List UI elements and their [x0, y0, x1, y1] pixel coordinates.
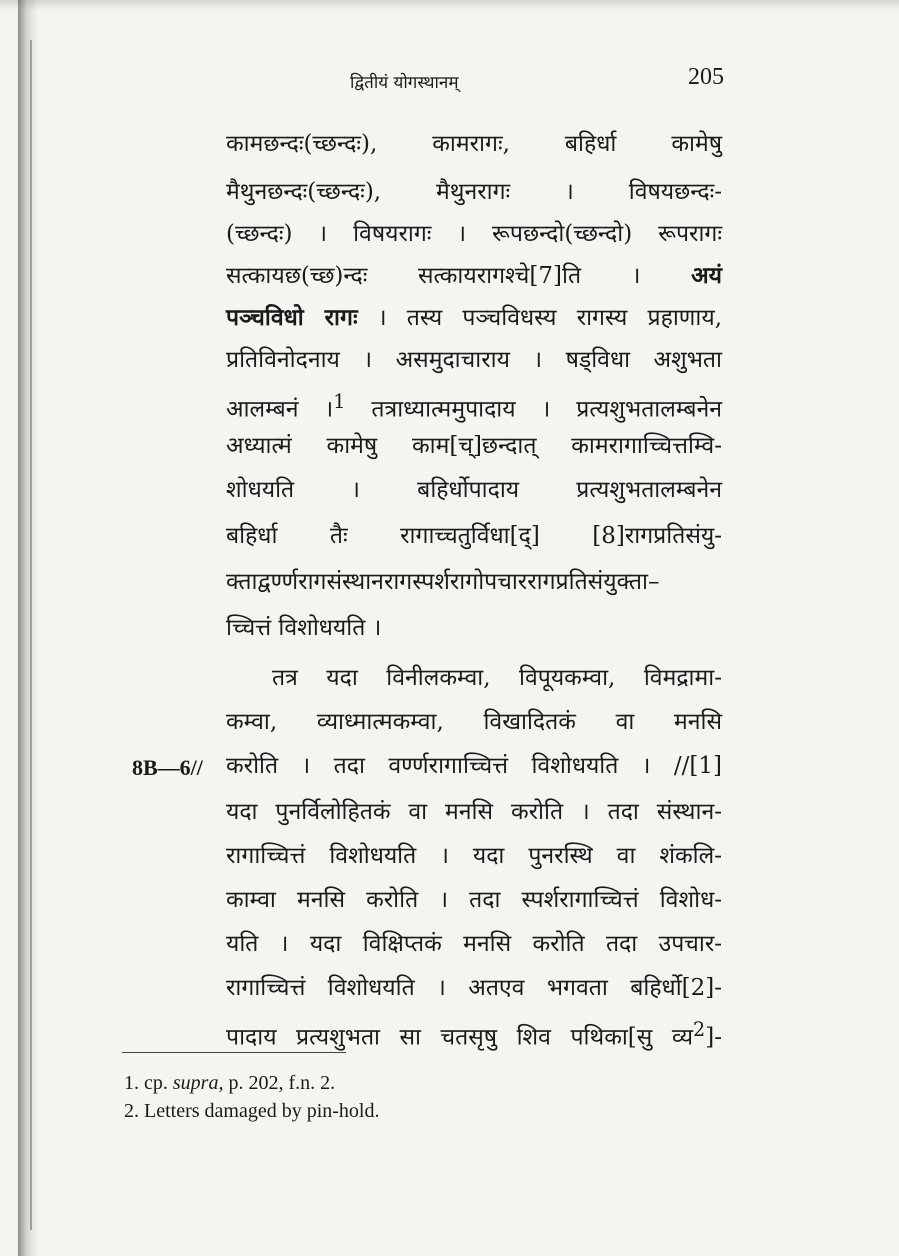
text-line: करोति । तदा वर्ण्णरागाच्चित्तं विशोधयति । //[1]: [226, 753, 722, 779]
text-line: यति । यदा विक्षिप्तकं मनसि करोति तदा उपचार-: [226, 931, 722, 957]
text-segment: आलम्बनं ।: [226, 396, 334, 423]
footnote-text: , p. 202, f.n. 2.: [218, 1072, 336, 1094]
superscript: 2: [693, 1018, 706, 1041]
text-segment: पादाय प्रत्यशुभता सा चतसृषु शिव पथिका[सु व्य: [226, 1024, 694, 1051]
running-head: द्वितीयं योगस्थानम्: [350, 73, 459, 93]
footnote-text: cp.: [144, 1072, 168, 1094]
text-line: [226, 386, 722, 426]
text-line: मैथुनछन्दः(च्छन्दः), मैथुनरागः । विषयछन्दः-: [226, 179, 722, 205]
margin-reference: 8B—6//: [132, 755, 203, 780]
page-top-edge: [0, 0, 899, 10]
page-number: 205: [688, 64, 724, 90]
text-line: काम्वा मनसि करोति । तदा स्पर्शरागाच्चित्तं विशोध-: [226, 887, 722, 913]
text-line: बहिर्धा तैः रागाच्चतुर्विधा[द्] [8]रागप्रतिसंयु-: [226, 523, 722, 549]
text-segment: । तस्य पञ्चविधस्य रागस्य प्रहाणाय,: [377, 305, 723, 331]
text-line: प्रतिविनोदनाय । असमुदाचाराय । षड्विधा अशुभता: [226, 347, 722, 373]
text-line: यदा पुनर्विलोहितकं वा मनसि करोति । तदा संस्थान-: [226, 799, 722, 825]
text-line: अध्यात्मं कामेषु काम[च्]छन्दात् कामरागाच्चित्तम्वि-: [226, 433, 722, 459]
footnote-text: Letters damaged by pin-hold.: [144, 1100, 380, 1122]
text-line: शोधयति । बहिर्धोपादाय प्रत्यशुभतालम्बनेन: [226, 477, 722, 503]
bold-text: अयं: [691, 262, 722, 289]
footnote-marker: 1: [333, 390, 346, 413]
text-segment: ]-: [705, 1024, 722, 1051]
text-line: [226, 302, 722, 334]
text-line: क्ताद्वर्ण्णरागसंस्थानरागस्पर्शरागोपचाररागप्रतिसंयुक्ता–: [226, 569, 660, 595]
bold-text: पञ्चविधो रागः: [226, 304, 358, 331]
text-line: रागाच्चित्तं विशोधयति । अतएव भगवता बहिर्धो[2]-: [226, 975, 722, 1001]
footnote-italic: supra: [172, 1072, 219, 1094]
text-line: [226, 260, 722, 292]
footnote-1: [124, 1070, 335, 1096]
footnote-number: 1.: [124, 1072, 139, 1094]
text-line: कम्वा, व्याध्मात्मकम्वा, विखादितकं वा मनसि: [226, 709, 722, 735]
text-line: तत्र यदा विनीलकम्वा, विपूयकम्वा, विमद्रामा-: [272, 665, 722, 691]
binding-shadow: [18, 0, 38, 1256]
binding-edge: [30, 40, 32, 1230]
text-line: [226, 1014, 722, 1054]
text-line: कामछन्दः(च्छन्दः), कामरागः, बहिर्धा कामेषु: [226, 131, 722, 157]
text-line: (च्छन्दः) । विषयरागः । रूपछन्दो(च्छन्दो) रूपरागः: [226, 221, 722, 247]
text-segment: तत्राध्यात्ममुपादाय । प्रत्यशुभतालम्बनेन: [371, 396, 722, 423]
footnote-rule: [122, 1052, 346, 1053]
footnote-2: [124, 1098, 380, 1124]
text-line: रागाच्चित्तं विशोधयति । यदा पुनरस्थि वा शंकलि-: [226, 843, 722, 869]
text-line: च्चित्तं विशोधयति ।: [226, 615, 382, 641]
text-segment: सत्कायछ(च्छ)न्दः सत्कायरागश्चे[7]ति ।: [226, 263, 641, 289]
footnote-number: 2.: [124, 1100, 139, 1122]
